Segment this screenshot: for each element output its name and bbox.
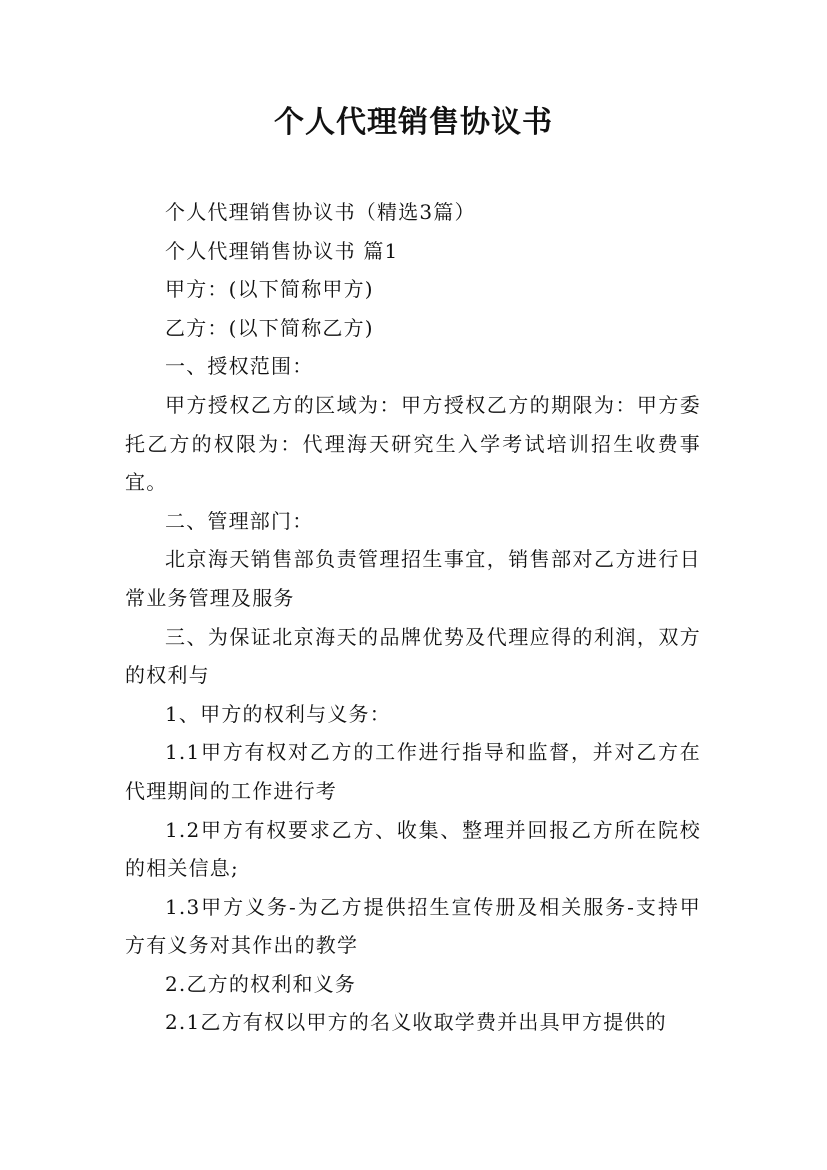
paragraph: 甲方授权乙方的区域为：甲方授权乙方的期限为：甲方委托乙方的权限为：代理海天研究生入学考试培训招生收费事宜。 (125, 392, 701, 495)
paragraph: 1.1甲方有权对乙方的工作进行指导和监督，并对乙方在代理期间的工作进行考 (125, 740, 701, 803)
paragraph: 2.乙方的权利和义务 (165, 971, 357, 996)
document-body (125, 193, 701, 1042)
paragraph: 三、为保证北京海天的品牌优势及代理应得的利润，双方的权利与 (125, 624, 701, 688)
paragraph: 北京海天销售部负责管理招生事宜，销售部对乙方进行日常业务管理及服务 (125, 547, 701, 610)
paragraph: 1、甲方的权利与义务： (165, 701, 391, 726)
paragraph: 2.1乙方有权以甲方的名义收取学费并出具甲方提供的 (165, 1010, 667, 1035)
paragraph: 二、管理部门： (165, 508, 314, 533)
paragraph: 一、授权范围： (165, 354, 314, 379)
paragraph: 个人代理销售协议书（精选3篇） (165, 200, 476, 224)
paragraph: 乙方：(以下简称乙方) (165, 315, 374, 340)
paragraph: 甲方：(以下简称甲方) (165, 277, 374, 302)
paragraph: 个人代理销售协议书 篇1 (165, 238, 399, 263)
paragraph: 1.3甲方义务-为乙方提供招生宣传册及相关服务-支持甲方有义务对其作出的教学 (125, 894, 701, 958)
document-title: 个人代理销售协议书 (274, 105, 553, 140)
paragraph: 1.2甲方有权要求乙方、收集、整理并回报乙方所在院校的相关信息; (125, 817, 701, 881)
